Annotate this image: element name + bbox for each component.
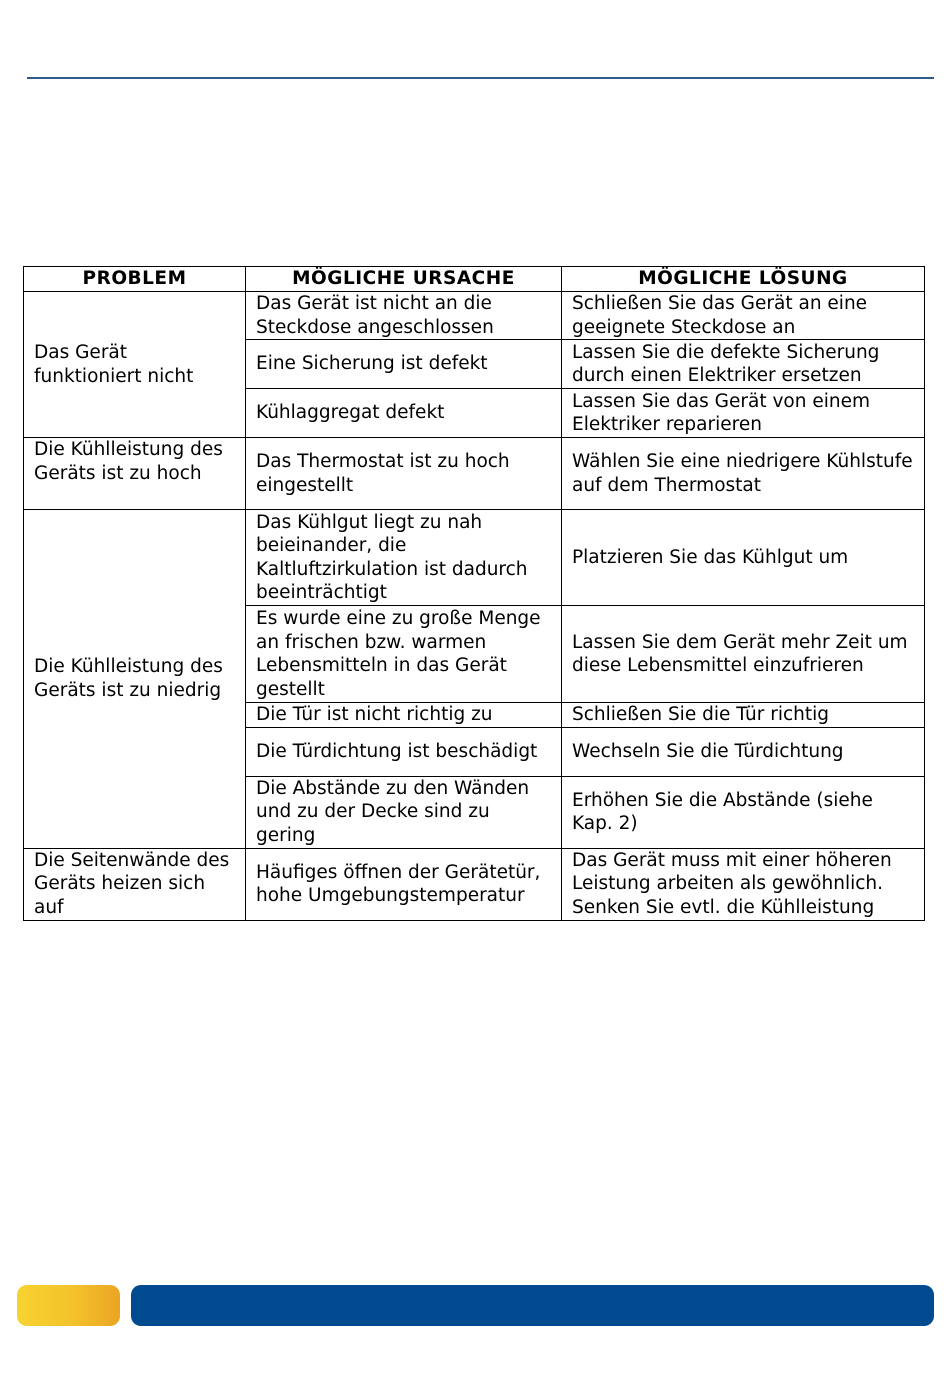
solution-cell: Platzieren Sie das Kühlgut um: [562, 510, 925, 606]
header-solution: MÖGLICHE LÖSUNG: [562, 267, 925, 292]
solution-cell: Erhöhen Sie die Abstände (siehe Kap. 2): [562, 776, 925, 848]
table-row: [24, 438, 925, 510]
cause-cell: Eine Sicherung ist defekt: [246, 340, 562, 389]
solution-cell: Lassen Sie die defekte Sicherung durch einen Elektriker ersetzen: [562, 340, 925, 389]
problem-cell: Die Kühlleistung des Geräts ist zu niedrig: [24, 510, 246, 849]
problem-cell: Die Kühlleistung des Geräts ist zu hoch: [24, 438, 246, 510]
cause-cell: Das Gerät ist nicht an die Steckdose angeschlossen: [246, 292, 562, 340]
header-rule: [27, 77, 934, 79]
solution-cell: Wählen Sie eine niedrigere Kühlstufe auf dem Thermostat: [562, 438, 925, 510]
table-row: [24, 510, 925, 606]
solution-cell: Lassen Sie das Gerät von einem Elektriker reparieren: [562, 389, 925, 438]
problem-cell: Das Gerät funktioniert nicht: [24, 292, 246, 438]
solution-cell: Das Gerät muss mit einer höheren Leistung arbeiten als gewöhnlich. Senken Sie evtl. die Kühlleistung: [562, 848, 925, 920]
problem-cell: Die Seitenwände des Geräts heizen sich auf: [24, 848, 246, 920]
cause-cell: Die Abstände zu den Wänden und zu der Decke sind zu gering: [246, 776, 562, 848]
solution-cell: Wechseln Sie die Türdichtung: [562, 727, 925, 776]
cause-cell: Die Türdichtung ist beschädigt: [246, 727, 562, 776]
table-row: [24, 848, 925, 920]
table-header-row: [24, 267, 925, 292]
solution-cell: Lassen Sie dem Gerät mehr Zeit um diese Lebensmittel einzufrieren: [562, 606, 925, 703]
cause-cell: Das Kühlgut liegt zu nah beieinander, die Kaltluftzirkulation ist dadurch beeinträchtigt: [246, 510, 562, 606]
cause-cell: Kühlaggregat defekt: [246, 389, 562, 438]
footer-yellow-bar: [17, 1285, 120, 1326]
cause-cell: Es wurde eine zu große Menge an frischen bzw. warmen Lebensmitteln in das Gerät gestellt: [246, 606, 562, 703]
table-row: [24, 292, 925, 340]
cause-cell: Das Thermostat ist zu hoch eingestellt: [246, 438, 562, 510]
troubleshooting-table: [23, 266, 925, 921]
header-problem: PROBLEM: [24, 267, 246, 292]
footer-blue-bar: [131, 1285, 934, 1326]
cause-cell: Häufiges öffnen der Gerätetür, hohe Umgebungstemperatur: [246, 848, 562, 920]
solution-cell: Schließen Sie die Tür richtig: [562, 703, 925, 728]
header-cause: MÖGLICHE URSACHE: [246, 267, 562, 292]
solution-cell: Schließen Sie das Gerät an eine geeignete Steckdose an: [562, 292, 925, 340]
cause-cell: Die Tür ist nicht richtig zu: [246, 703, 562, 728]
